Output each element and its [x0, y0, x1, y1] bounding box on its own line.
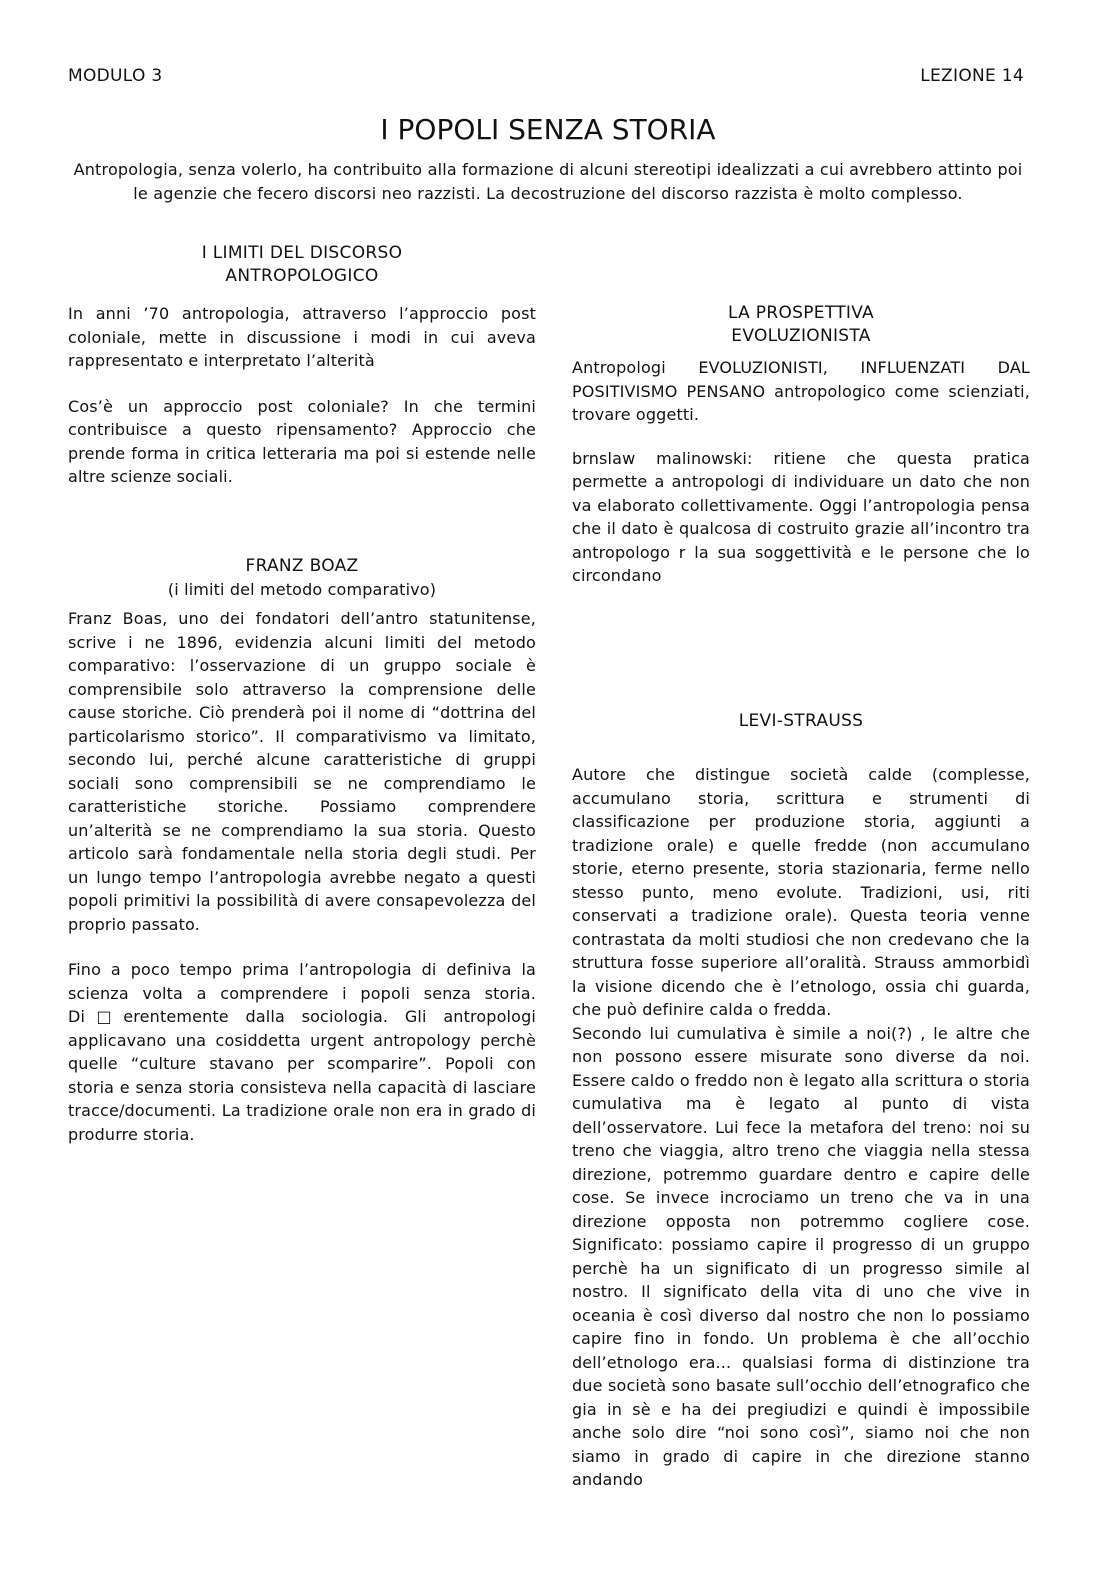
lesson-label: LEZIONE 14 [920, 66, 1024, 86]
paragraph-boaz-1: Franz Boas, uno dei fondatori dell’antro statunitense, scrive i ne 1896, evidenzia alcuni limiti del metodo comparativo: l’osservazione di un gruppo sociale è comprensibile solo attraverso la comprensione delle cause storiche. Ciò prenderà poi il nome di “dottrina del particolarismo storico”. Il comparativismo va limitato, secondo lui, perché alcune caratteristiche di gruppi sociali sono comprensibili se ne comprendiamo le caratteristiche storiche. Possiamo comprendere un’alterità se ne comprendiamo la sua storia. Questo articolo sarà fondamentale nella storia degli studi. Per un lungo tempo l’antropologia avrebbe negato a questi popoli primitivi la possibilità di avere consapevolezza del proprio passato. [68, 609, 536, 934]
heading-franz-boaz: FRANZ BOAZ [245, 556, 359, 576]
left-section-limiti [68, 242, 536, 489]
paragraph-limiti-2: Cos’è un approccio post coloniale? In che termini contribuisce a questo ripensamento? Approccio che prende forma in critica letteraria ma poi si estende nelle altre scienze sociali. [68, 396, 536, 486]
heading-limiti-discorso: I LIMITI DEL DISCORSO ANTROPOLOGICO [201, 243, 403, 286]
paragraph-levi-strauss-2: Secondo lui cumulativa è simile a noi(?) , le altre che non possono essere misurate sono diverse da noi. Essere caldo o freddo non è legato alla scrittura o storia cumulativa ma è legato al punto di vista dell’osservatore. Lui fece la metafora del treno: noi su treno che viaggia, altro treno che viaggia nella stessa direzione, potremmo guardare dentro e capire delle cose. Se invece incrociamo un treno che va in una direzione opposta non potremmo cogliere cose. Significato: possiamo capire il progresso di un gruppo perchè ha un significato di un progresso simile al nostro. Il significato della vita di uno che vive in oceania è così diverso dal nostro che non lo possiamo capire fino in fondo. Un problema è che all’occhio dell’etnologo era... qualsiasi forma di distinzione tra due società sono basate sull’occhio dell’etnografico che gia in sè e ha dei pregiudizi e quindi è impossibile anche solo dire “noi sono così”, siamo noi che non siamo in grado di capire in che direzione stanno andando [572, 1023, 1030, 1489]
module-label: MODULO 3 [68, 66, 163, 86]
paragraph-levi-strauss-1: Autore che distingue società calde (complesse, accumulano storia, scrittura e strumenti di classificazione per produzione storia, aggiunti a tradizione orale) e quelle fredde (non accumulano storie, eterno presente, storia stazionaria, ferme nello stesso punto, meno evolute. Tradizioni, usi, riti conservati a tradizione orale). Questa teoria venne contrastata da molti studiosi che non credevano che la struttura fosse superiore all’oralità. Strauss ammorbidì la visione dicendo che è l’etnologo, ossia chi guarda, che può definire calda o fredda. [572, 765, 1030, 1019]
right-section-evoluzionista [572, 302, 1030, 588]
paragraph-boaz-2: Fino a poco tempo prima l’antropologia di definiva la scienza volta a comprendere i popoli senza storia. Di□erentemente dalla sociologia. Gli antropologi applicavano una cosiddetta urgent antropology perchè quelle “culture stavano per scomparire”. Popoli con storia e senza storia consisteva nella capacità di lasciare tracce/documenti. La tradizione orale non era in grado di produrre storia. [68, 960, 536, 1144]
paragraph-evoluzionista-1: Antropologi EVOLUZIONISTI, INFLUENZATI DAL POSITIVISMO PENSANO antropologico come scienziati, trovare oggetti. [572, 358, 1030, 424]
heading-prospettiva-evoluzionista: LA PROSPETTIVA EVOLUZIONISTA [728, 303, 874, 346]
paragraph-limiti-1: In anni ’70 antropologia, attraverso l’approccio post coloniale, mette in discussione i modi in cui aveva rappresentato e interpretato l’alterità [68, 304, 536, 370]
left-section-boaz [68, 555, 536, 1146]
intro-paragraph: Antropologia, senza volerlo, ha contribuito alla formazione di alcuni stereotipi idealizzati a cui avrebbero attinto poi le agenzie che fecero discorsi neo razzisti. La decostruzione del discorso razzista è molto complesso. [73, 160, 1023, 203]
page-title: I POPOLI SENZA STORIA [380, 112, 716, 146]
subheading-metodo-comparativo: (i limiti del metodo comparativo) [167, 580, 437, 599]
heading-levi-strauss: LEVI-STRAUSS [738, 711, 864, 731]
right-section-levi-strauss [572, 710, 1030, 1492]
paragraph-evoluzionista-2: brnslaw malinowski: ritiene che questa pratica permette a antropologi di individuare un dato che non va elaborato collettivamente. Oggi l’antropologia pensa che il dato è qualcosa di costruito grazie all’incontro tra antropologo r la sua soggettività e le persone che lo circondano [572, 448, 1030, 585]
